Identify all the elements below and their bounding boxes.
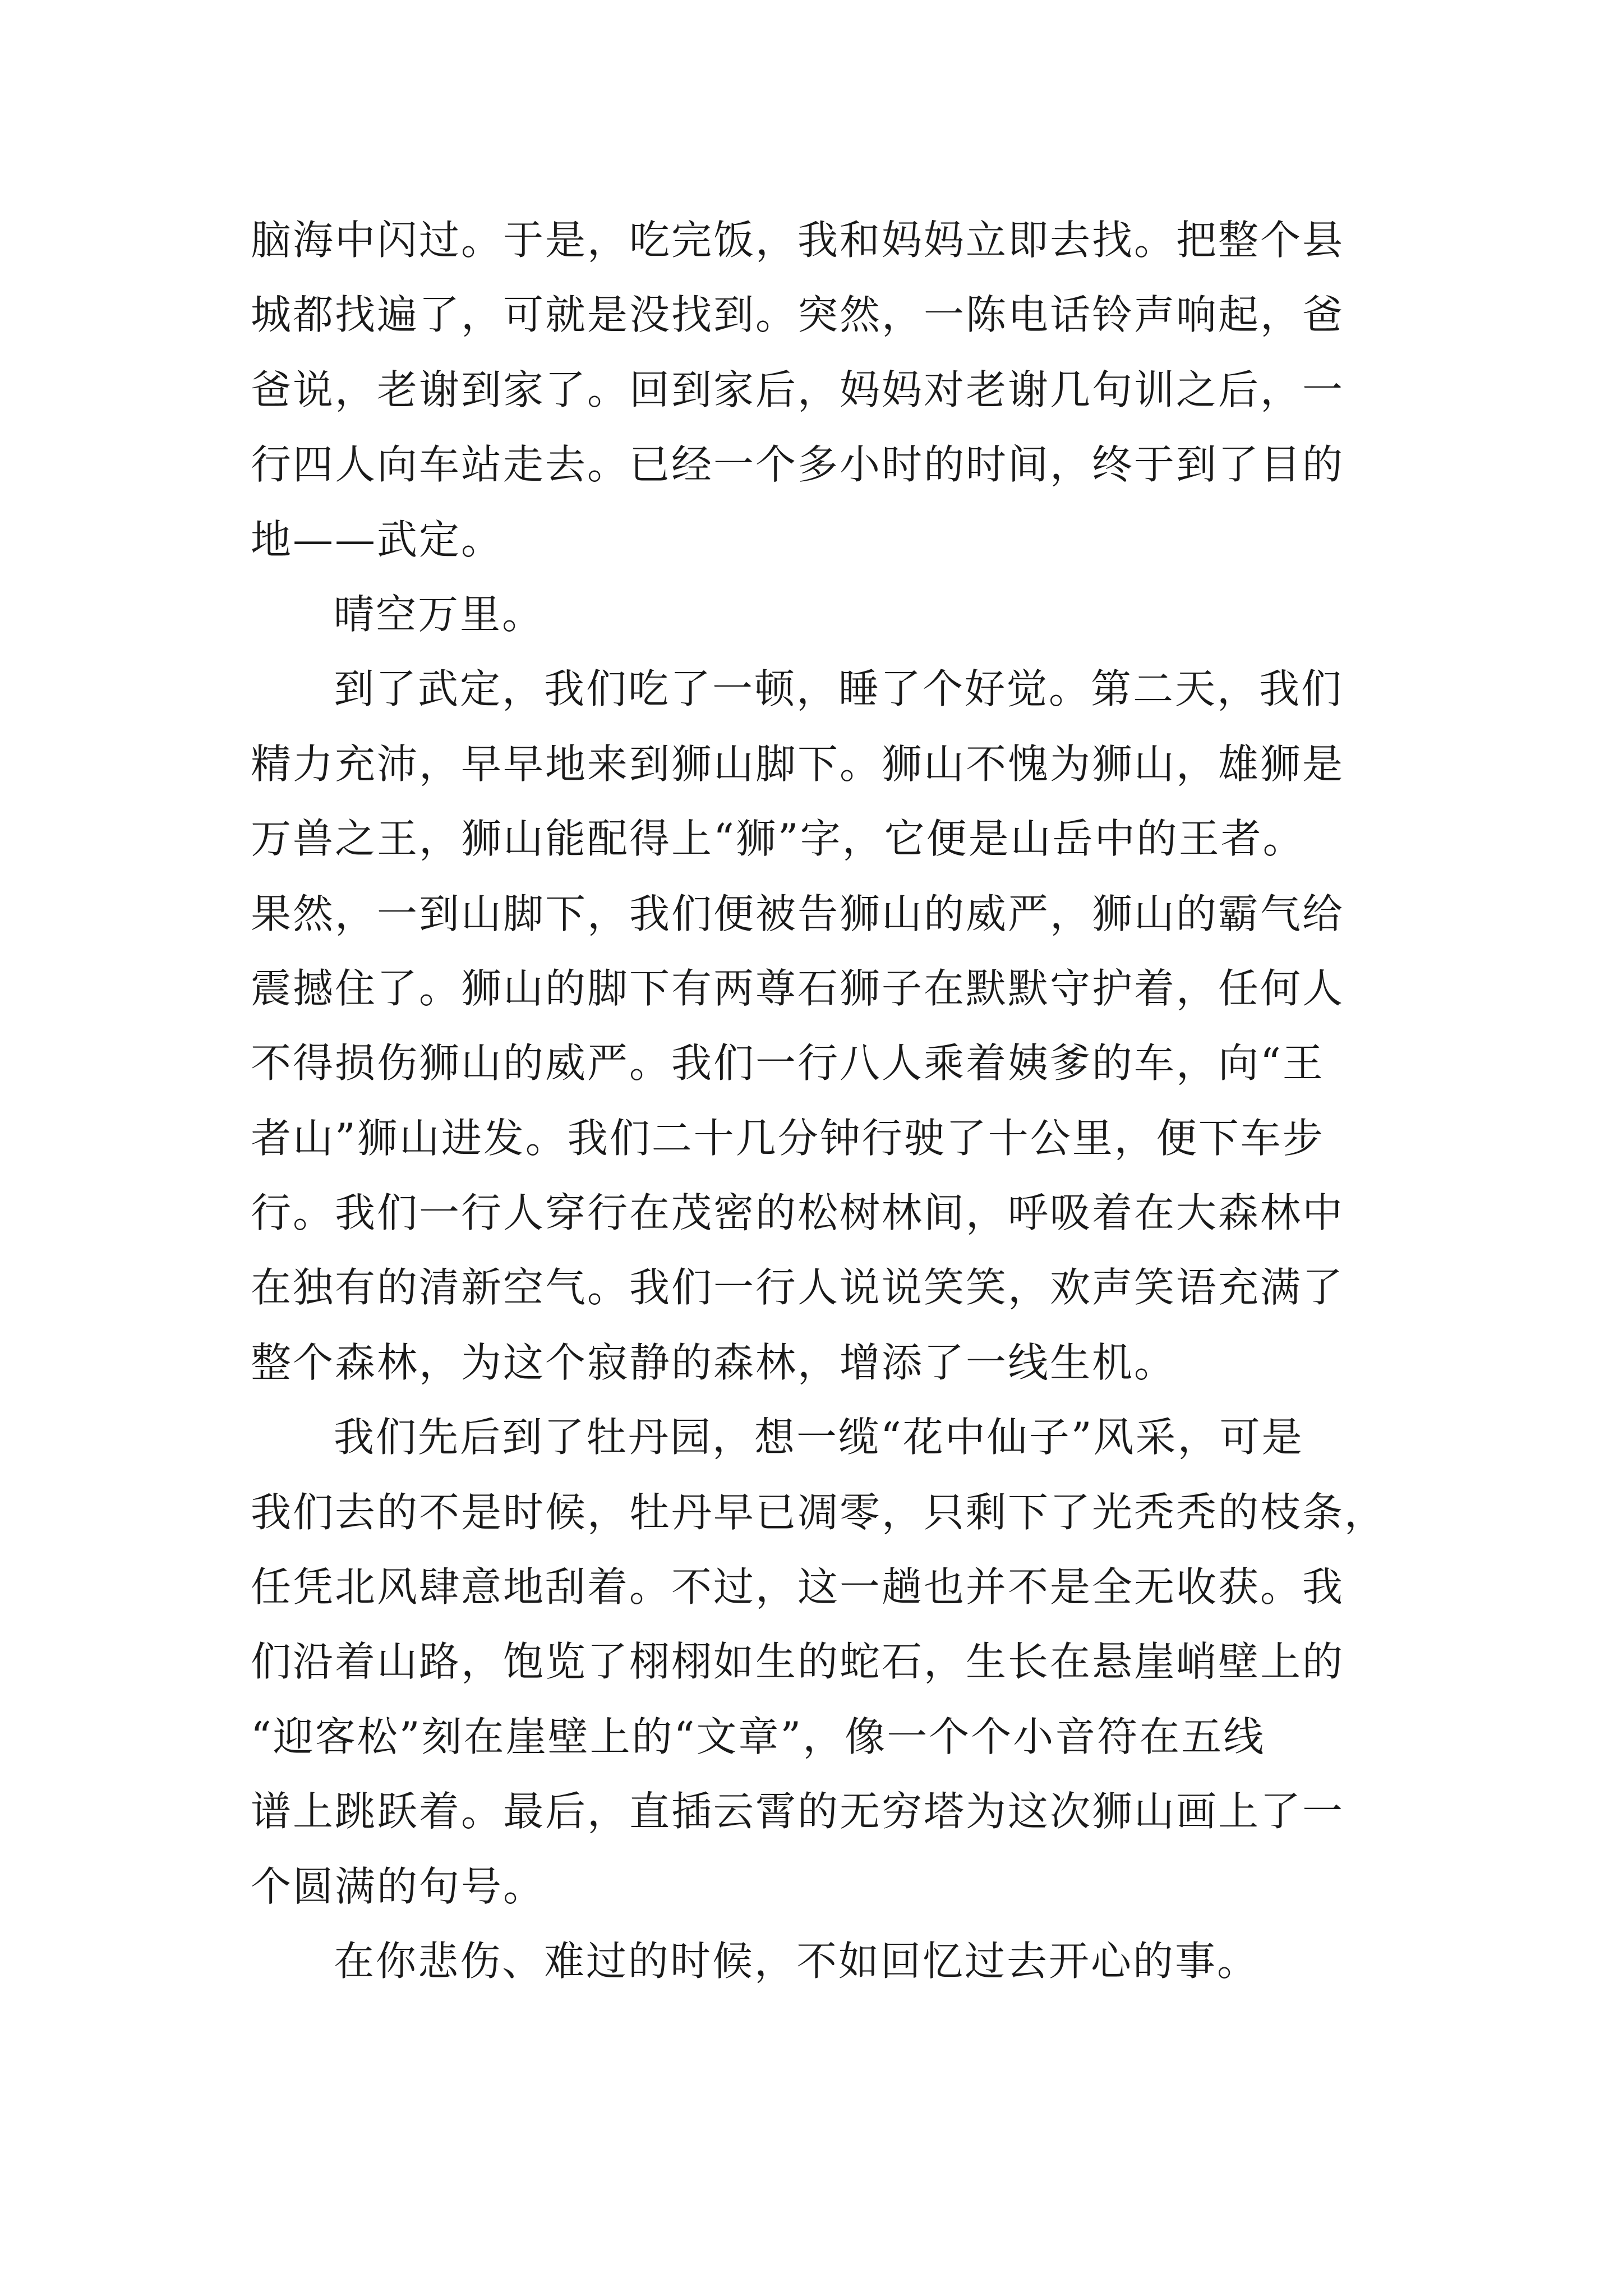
paragraph-line-indented: 我们先后到了牡丹园，想一缆“花中仙子”风采，可是 xyxy=(334,1414,1304,1461)
text-line: 谱上跳跃着。最后，直插云霄的无穷塔为这次狮山画上了一 xyxy=(251,1788,1345,1835)
text-line: 我们去的不是时候，牡丹早已凋零，只剩下了光秃秃的枝条， xyxy=(251,1488,1387,1536)
text-line: 地——武定。 xyxy=(251,516,504,563)
text-line: 整个森林，为这个寂静的森林，增添了一线生机。 xyxy=(251,1338,1177,1386)
paragraph-line-indented: 到了武定，我们吃了一顿，睡了个好觉。第二天，我们 xyxy=(334,665,1344,713)
text-line: 行四人向车站走去。已经一个多小时的时间，终于到了目的 xyxy=(251,441,1345,489)
text-line: “迎客松”刻在崖壁上的“文章”，像一个个小音符在五线 xyxy=(251,1713,1266,1760)
text-line: 爸说，老谢到家了。回到家后，妈妈对老谢几句训之后，一 xyxy=(251,366,1345,413)
essay-body xyxy=(251,203,1395,1999)
text-line: 城都找遍了，可就是没找到。突然，一陈电话铃声响起，爸 xyxy=(251,291,1345,339)
text-line: 者山”狮山进发。我们二十几分钟行驶了十公里，便下车步 xyxy=(251,1114,1325,1162)
text-line: 个圆满的句号。 xyxy=(251,1862,546,1910)
text-line: 脑海中闪过。于是，吃完饭，我和妈妈立即去找。把整个县 xyxy=(251,217,1345,264)
text-line: 行。我们一行人穿行在茂密的松树林间，呼吸着在大森林中 xyxy=(251,1189,1345,1237)
text-line: 万兽之王，狮山能配得上“狮”字，它便是山岳中的王者。 xyxy=(251,815,1305,863)
text-line: 果然，一到山脚下，我们便被告狮山的威严，狮山的霸气给 xyxy=(251,890,1345,937)
text-line: 精力充沛，早早地来到狮山脚下。狮山不愧为狮山，雄狮是 xyxy=(251,740,1345,788)
text-line: 在独有的清新空气。我们一行人说说笑笑，欢声笑语充满了 xyxy=(251,1264,1345,1312)
paragraph-line-indented: 晴空万里。 xyxy=(334,590,545,638)
text-line: 任凭北风肆意地刮着。不过，这一趟也并不是全无收获。我 xyxy=(251,1563,1345,1611)
text-line: 震撼住了。狮山的脚下有两尊石狮子在默默守护着，任何人 xyxy=(251,964,1345,1012)
text-line: 不得损伤狮山的威严。我们一行八人乘着姨爹的车，向“王 xyxy=(251,1039,1325,1087)
paragraph-line-indented: 在你悲伤、难过的时候，不如回忆过去开心的事。 xyxy=(334,1937,1260,1985)
text-line: 们沿着山路，饱览了栩栩如生的蛇石，生长在悬崖峭壁上的 xyxy=(251,1638,1345,1686)
